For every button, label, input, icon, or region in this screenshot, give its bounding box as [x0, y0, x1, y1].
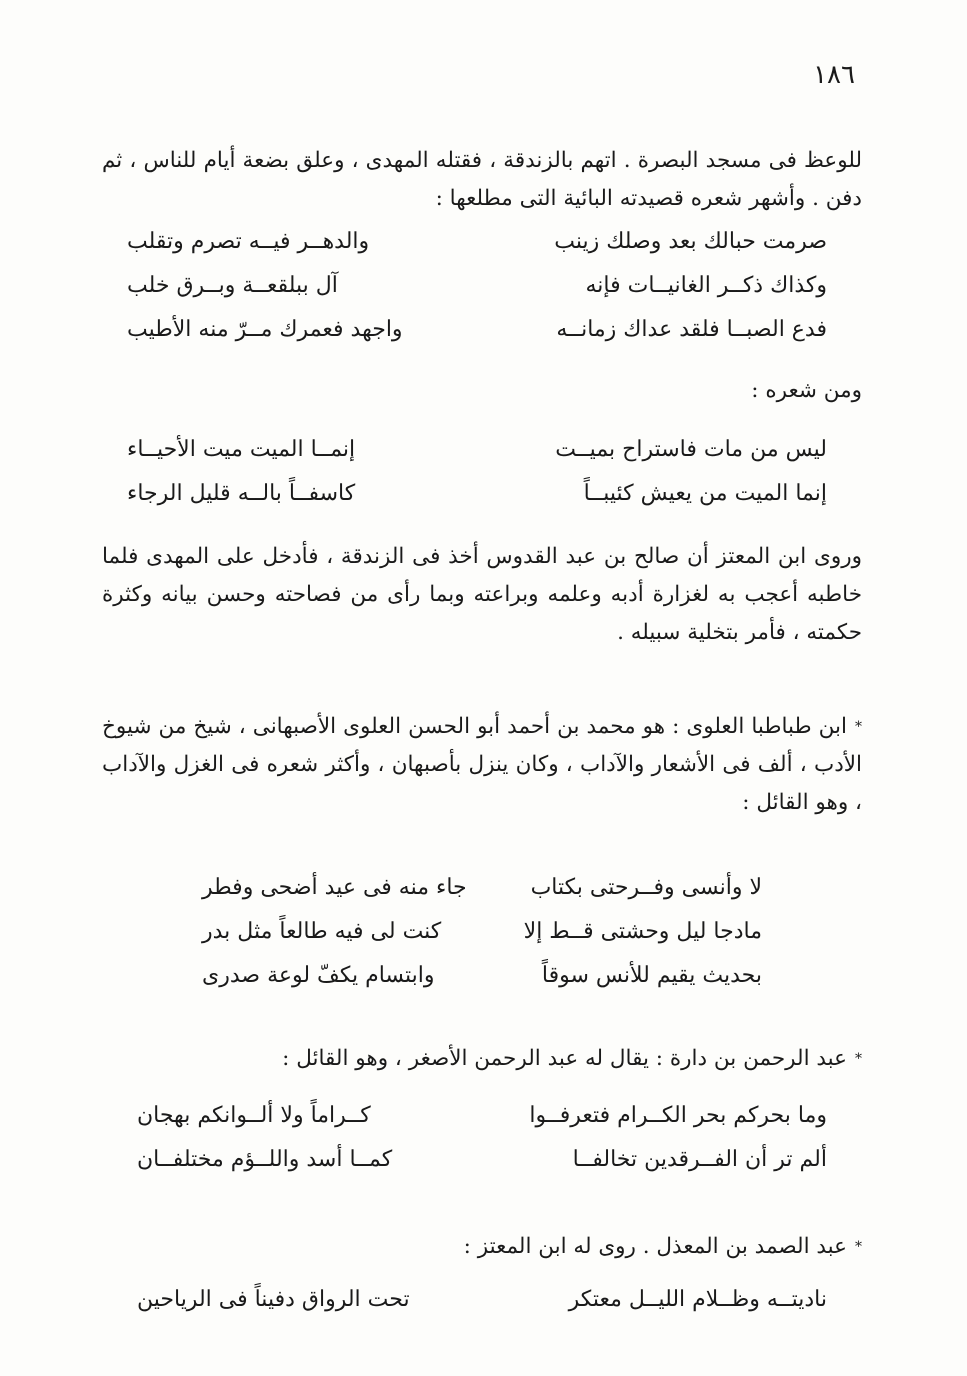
verse-hemistich: إنمــا الميت ميت الأحيــاء [127, 437, 356, 462]
verse-hemistich: آل ببلقعــة وبــرق خلب [127, 273, 338, 298]
verse-hemistich: لا وأنسى وفــرحتى بكتاب [530, 875, 762, 900]
verse-hemistich: كمــا أسد واللــؤم مختلفــان [137, 1147, 393, 1172]
verse-hemistich: ناديتــه وظــلام الليــل معتكر [568, 1287, 827, 1312]
verse-hemistich: ألم تر أن الفــرقدين تخالفــا [572, 1147, 827, 1172]
entry-text: عبد الرحمن بن دارة : يقال له عبد الرحمن الأصغر ، وهو القائل : [282, 1046, 847, 1071]
verse-intro: ومن شعره : [751, 378, 862, 403]
paragraph-intro: للوعظ فى مسجد البصرة . اتهم بالزندقة ، فقتله المهدى ، وعلق بضعة أيام للناس ، ثم دفن . وأشهر شعره قصيدته البائية التى مطلعها : [102, 148, 862, 211]
verse-line [127, 308, 827, 352]
verse-hemistich: وابتسام يكفّ لوعة صدرى [202, 963, 435, 988]
verse-line [137, 1138, 827, 1182]
verse-hemistich: فدع الصبــا فلقد عداك زمانــه [556, 317, 827, 342]
verse-hemistich: صرمت حبالك بعد وصلك زينب [554, 229, 827, 254]
verse-line [127, 472, 827, 516]
verse-line [137, 1278, 827, 1322]
poem-nadaytuhu [137, 1278, 827, 1322]
verse-hemistich: واجهد فعمرك مــرّ منه الأطيب [127, 317, 403, 342]
entry-marker-icon: * [855, 719, 862, 735]
entry-marker-icon: * [855, 1239, 862, 1255]
entry-ibn-tabataba [102, 708, 862, 822]
verse-line [127, 220, 827, 264]
poem-farqadain [137, 1094, 827, 1182]
verse-hemistich: كاسفــاً بالــه قليل الرجاء [127, 481, 356, 506]
entry-text: عبد الصمد بن المعذل . روى له ابن المعتز : [463, 1234, 847, 1259]
poem-death [127, 428, 827, 516]
verse-hemistich: بحديث يقيم للأنس سوقاً [541, 963, 762, 988]
verse-line [202, 910, 762, 954]
poem-letter [202, 866, 762, 998]
verse-line [202, 866, 762, 910]
poem-zaynab [127, 220, 827, 352]
page-number: ١٨٦ [813, 60, 855, 90]
verse-hemistich: مادجا ليل وحشتى قــط إلا [523, 919, 762, 944]
verse-line [127, 264, 827, 308]
paragraph-ibn-mutazz: وروى ابن المعتز أن صالح بن عبد القدوس أخذ فى الزندقة ، فأدخل على المهدى فلما خاطبه أعجب به لغزارة أدبه وعلمه وبراعته وبما رأى من فصاحته وحسن بيانه وكثرة حكمته ، فأمر بتخلية سبيله . [102, 544, 862, 645]
verse-hemistich: والدهــر فيــه تصرم وتقلب [127, 229, 370, 254]
verse-hemistich: كــراماً ولا ألــوانكم بهجان [137, 1103, 371, 1128]
entry-ibn-muadhal [102, 1228, 862, 1266]
verse-hemistich: كنت لى فيه طالعاً مثل بدر [202, 919, 442, 944]
entry-marker-icon: * [855, 1051, 862, 1067]
verse-hemistich: تحت الرواق دفيناً فى الرياحين [137, 1287, 410, 1312]
verse-hemistich: وما بحركم بحر الكــرام فتعرفــوا [529, 1103, 827, 1128]
verse-hemistich: ليس من مات فاستراح بميــت [555, 437, 827, 462]
entry-text: ابن طباطبا العلوى : هو محمد بن أحمد أبو الحسن العلوى الأصبهانى ، شيخ من شيوخ الأدب ، ألف فى الأشعار والآداب ، وكان ينزل بأصبهان ، وأكثر شعره فى الغزل والآداب ، وهو القائل : [102, 714, 862, 815]
entry-ibn-dara [102, 1040, 862, 1078]
verse-line [127, 428, 827, 472]
verse-line [202, 954, 762, 998]
verse-hemistich: إنما الميت من يعيش كئيبــاً [583, 481, 827, 506]
verse-line [137, 1094, 827, 1138]
verse-hemistich: جاء منه فى عيد أضحى وفطر [202, 875, 467, 900]
verse-hemistich: وكذاك ذكــر الغانيــات فإنه [585, 273, 827, 298]
